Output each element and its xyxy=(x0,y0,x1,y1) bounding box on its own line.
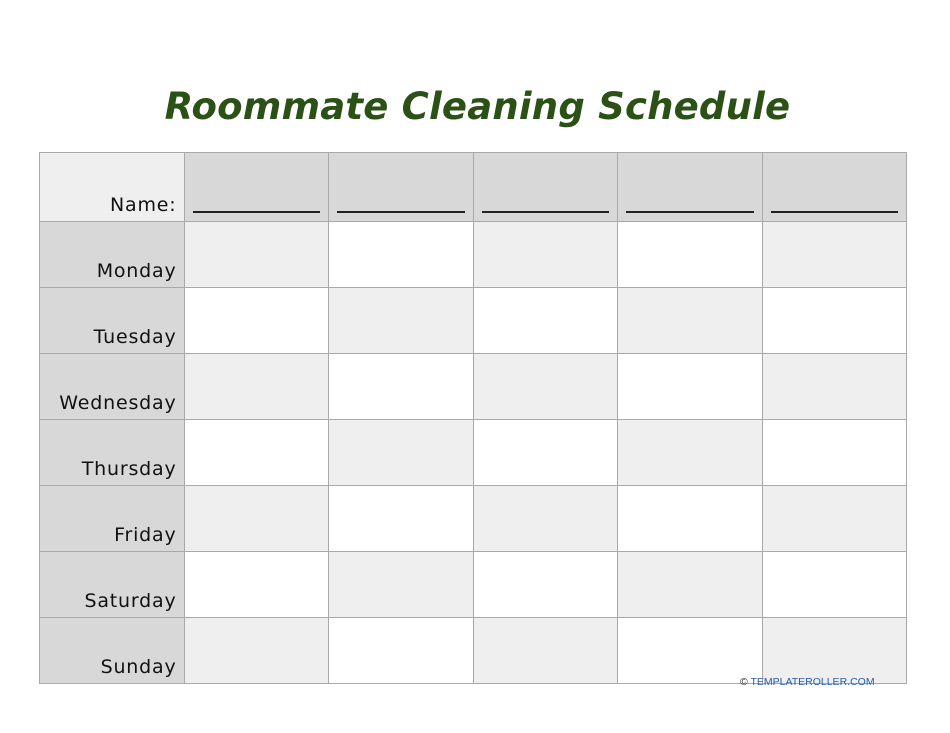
day-row-monday xyxy=(40,222,907,288)
schedule-cell[interactable] xyxy=(473,288,618,354)
name-entry-cell[interactable] xyxy=(329,153,474,222)
schedule-cell[interactable] xyxy=(329,618,474,684)
schedule-cell[interactable] xyxy=(618,222,763,288)
schedule-cell[interactable] xyxy=(473,618,618,684)
schedule-cell[interactable] xyxy=(618,486,763,552)
name-underline xyxy=(626,211,754,213)
footer-credit xyxy=(740,676,875,688)
schedule-cell[interactable] xyxy=(762,618,907,684)
day-row-tuesday xyxy=(40,288,907,354)
day-label-sunday: Sunday xyxy=(40,618,185,684)
schedule-cell[interactable] xyxy=(473,420,618,486)
schedule-cell[interactable] xyxy=(762,354,907,420)
schedule-cell[interactable] xyxy=(184,222,329,288)
schedule-cell[interactable] xyxy=(762,420,907,486)
schedule-cell[interactable] xyxy=(618,354,763,420)
name-entry-cell[interactable] xyxy=(184,153,329,222)
day-row-saturday xyxy=(40,552,907,618)
cleaning-schedule-table xyxy=(39,152,907,684)
templateroller-link[interactable]: TEMPLATEROLLER.COM xyxy=(750,676,875,688)
name-underline xyxy=(193,211,321,213)
schedule-cell[interactable] xyxy=(762,222,907,288)
schedule-cell[interactable] xyxy=(329,222,474,288)
schedule-cell[interactable] xyxy=(473,486,618,552)
schedule-cell[interactable] xyxy=(473,552,618,618)
schedule-cell[interactable] xyxy=(184,420,329,486)
day-label-monday: Monday xyxy=(40,222,185,288)
day-label-thursday: Thursday xyxy=(40,420,185,486)
day-row-friday xyxy=(40,486,907,552)
schedule-cell[interactable] xyxy=(473,222,618,288)
day-label-tuesday: Tuesday xyxy=(40,288,185,354)
schedule-cell[interactable] xyxy=(329,552,474,618)
name-underline xyxy=(482,211,610,213)
day-label-saturday: Saturday xyxy=(40,552,185,618)
schedule-cell[interactable] xyxy=(184,486,329,552)
schedule-cell[interactable] xyxy=(473,354,618,420)
name-entry-cell[interactable] xyxy=(618,153,763,222)
page-title: Roommate Cleaning Schedule xyxy=(164,85,791,128)
day-row-thursday xyxy=(40,420,907,486)
schedule-cell[interactable] xyxy=(618,618,763,684)
copyright-symbol: © xyxy=(740,676,748,688)
schedule-cell[interactable] xyxy=(618,552,763,618)
day-row-sunday xyxy=(40,618,907,684)
name-underline xyxy=(337,211,465,213)
schedule-cell[interactable] xyxy=(762,486,907,552)
name-label: Name: xyxy=(40,153,185,222)
day-row-wednesday xyxy=(40,354,907,420)
schedule-cell[interactable] xyxy=(329,486,474,552)
day-label-friday: Friday xyxy=(40,486,185,552)
schedule-cell[interactable] xyxy=(762,552,907,618)
schedule-cell[interactable] xyxy=(184,618,329,684)
day-label-wednesday: Wednesday xyxy=(40,354,185,420)
schedule-cell[interactable] xyxy=(762,288,907,354)
schedule-cell[interactable] xyxy=(618,288,763,354)
name-entry-cell[interactable] xyxy=(762,153,907,222)
schedule-cell[interactable] xyxy=(184,552,329,618)
schedule-cell[interactable] xyxy=(618,420,763,486)
name-row xyxy=(40,153,907,222)
name-entry-cell[interactable] xyxy=(473,153,618,222)
schedule-cell[interactable] xyxy=(329,354,474,420)
schedule-cell[interactable] xyxy=(184,288,329,354)
name-underline xyxy=(771,211,899,213)
schedule-cell[interactable] xyxy=(184,354,329,420)
schedule-cell[interactable] xyxy=(329,288,474,354)
schedule-cell[interactable] xyxy=(329,420,474,486)
